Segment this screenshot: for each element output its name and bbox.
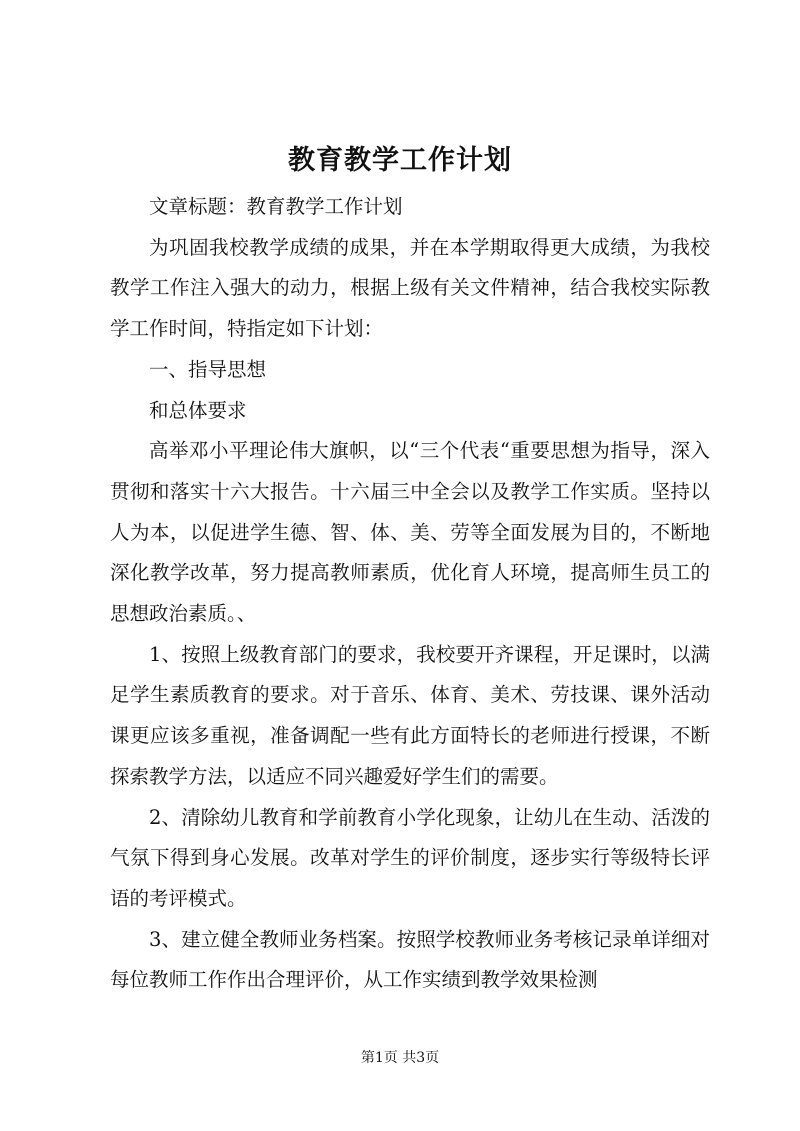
article-title-line: 文章标题：教育教学工作计划 xyxy=(149,195,403,218)
document-title: 教育教学工作计划 xyxy=(288,145,512,176)
section-heading: 一、指导思想 xyxy=(149,357,267,381)
item-2-paragraph: 2、清除幼儿教育和学前教育小学化现象，让幼儿在生动、活泼的气氛下得到身心发展。改革对学生的评价制度，逐步实行等级特长评语的考评模式。 xyxy=(110,805,710,910)
item-1-paragraph: 1、按照上级教育部门的要求，我校要开齐课程，开足课时，以满足学生素质教育的要求。对于音乐、体育、美术、劳技课、课外活动课更应该多重视，准备调配一些有此方面特长的老师进行授课，不断探索教学方法，以适应不同兴趣爱好学生们的需要。 xyxy=(110,642,710,788)
page-number-footer: 第1页 共3页 xyxy=(360,1050,440,1066)
item-3-paragraph: 3、建立健全教师业务档案。按照学校教师业务考核记录单详细对每位教师工作作出合理评价，从工作实绩到教学效果检测 xyxy=(110,927,710,992)
document-body xyxy=(110,187,710,1001)
intro-paragraph: 为巩固我校教学成绩的成果，并在本学期取得更大成绩，为我校教学工作注入强大的动力，根据上级有关文件精神，结合我校实际教学工作时间，特指定如下计划： xyxy=(110,235,710,341)
guiding-thought-paragraph: 高举邓小平理论伟大旗帜，以“三个代表“重要思想为指导，深入贯彻和落实十六大报告。十六届三中全会以及教学工作实质。坚持以人为本，以促进学生德、智、体、美、劳等全面发展为目的，不断地深化教学改革，努力提高教师素质，优化育人环境，提高师生员工的思想政治素质。、 xyxy=(110,439,710,626)
section-heading-continued: 和总体要求 xyxy=(149,398,247,422)
